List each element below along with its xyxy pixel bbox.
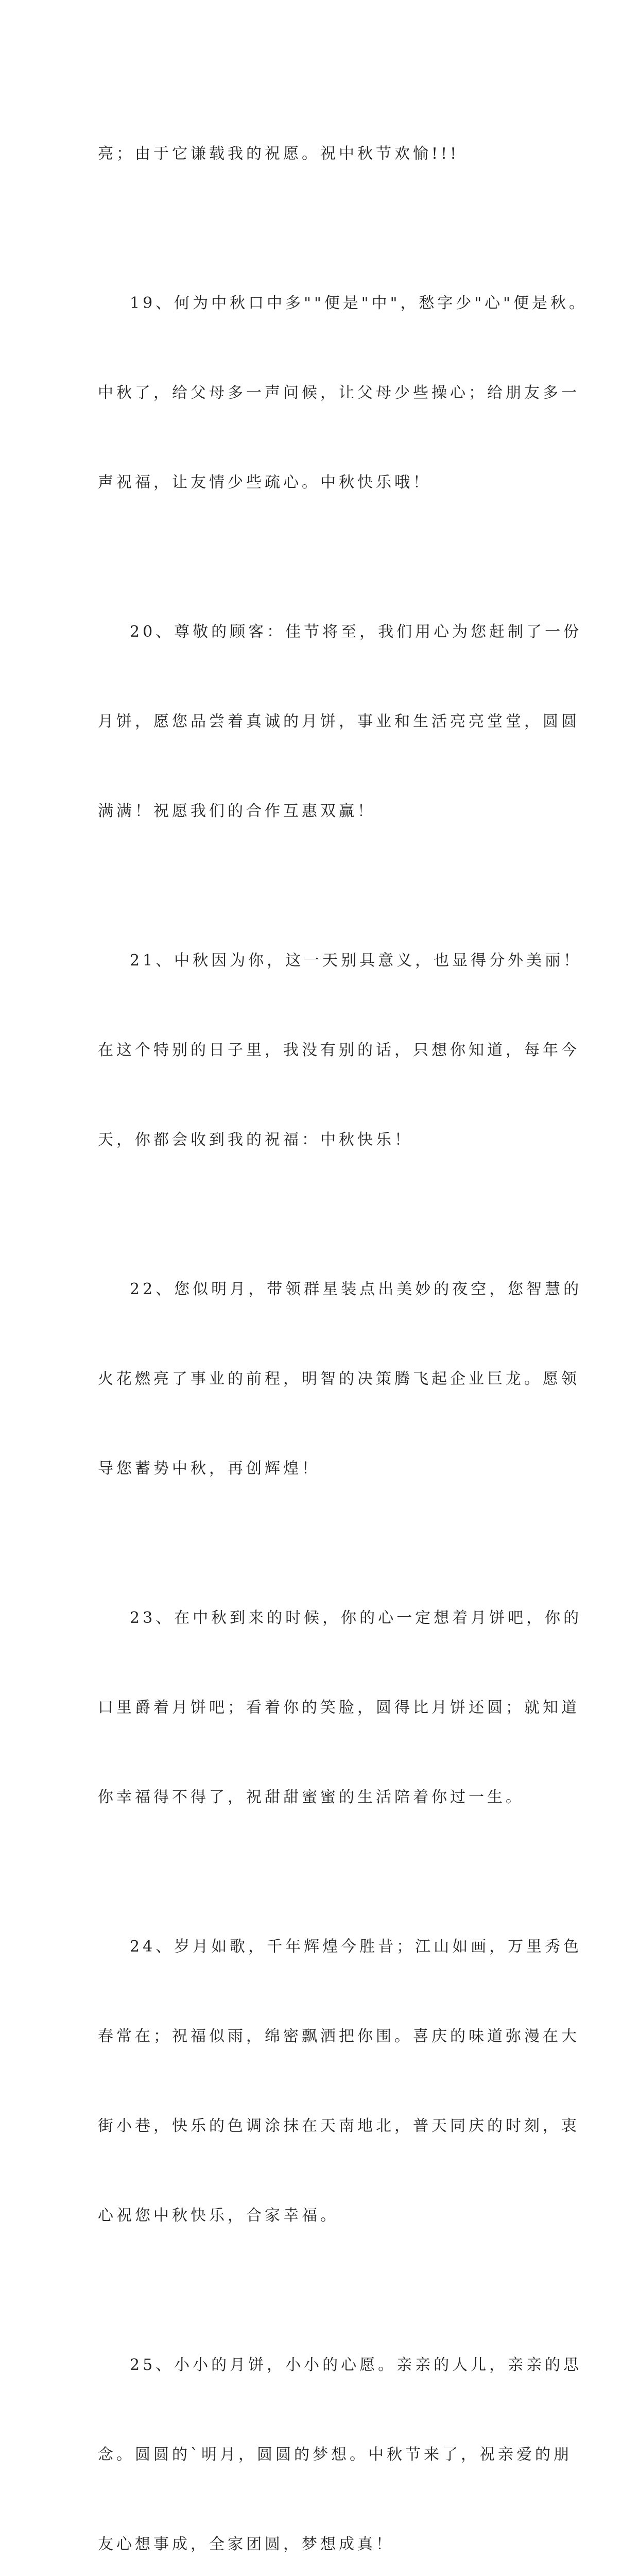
text-line: 亮；由于它谦载我的祝愿。祝中秋节欢愉!!! <box>98 145 460 163</box>
text-line: 心祝您中秋快乐，合家幸福。 <box>98 2207 339 2225</box>
paragraph-21 <box>98 886 582 1215</box>
paragraph-18-ending <box>98 79 551 229</box>
paragraph-19 <box>98 229 588 557</box>
text-line: 月饼，愿您品尝着真诚的月饼，事业和生活亮亮堂堂，圆圆 <box>98 713 580 731</box>
text-line: 在这个特别的日子里，我没有别的话，只想你知道，每年今 <box>98 1041 580 1059</box>
text-line: 声祝福，让友情少些疏心。中秋快乐哦！ <box>98 473 431 492</box>
document-body <box>98 79 588 2576</box>
paragraph-20 <box>98 557 582 886</box>
text-line: 25、小小的月饼，小小的心愿。亲亲的人儿，亲亲的思 <box>130 2356 582 2374</box>
text-line: 21、中秋因为你，这一天别具意义，也显得分外美丽！ <box>130 952 582 970</box>
text-line: 念。圆圆的`明月，圆圆的梦想。中秋节来了，祝亲爱的朋 <box>98 2446 572 2464</box>
text-line: 口里爵着月饼吧；看着你的笑脸，圆得比月饼还圆；就知道 <box>98 1699 580 1717</box>
text-line: 春常在；祝福似雨，绵密飘洒把你围。喜庆的味道弥漫在大 <box>98 2027 580 2045</box>
text-line: 火花燃亮了事业的前程，明智的决策腾飞起企业巨龙。愿领 <box>98 1370 580 1388</box>
paragraph-22 <box>98 1215 582 1544</box>
text-line: 街小巷，快乐的色调涂抹在天南地北，普天同庆的时刻，衷 <box>98 2117 580 2135</box>
paragraph-24 <box>98 1872 582 2291</box>
text-line: 23、在中秋到来的时候，你的心一定想着月饼吧，你的 <box>130 1609 582 1627</box>
text-line: 24、岁月如歌，千年辉煌今胜昔；江山如画，万里秀色 <box>130 1938 582 1956</box>
text-line: 20、尊敬的顾客：佳节将至，我们用心为您赶制了一份 <box>130 623 582 641</box>
text-line: 你幸福得不得了，祝甜甜蜜蜜的生活陪着你过一生。 <box>98 1788 524 1806</box>
text-line: 友心想事成，全家团圆，梦想成真！ <box>98 2535 394 2553</box>
text-line: 19、何为中秋口中多""便是"中"，愁字少"心"便是秋。 <box>130 294 588 312</box>
paragraph-23 <box>98 1544 582 1872</box>
paragraph-25 <box>98 2291 582 2576</box>
text-line: 满满！祝愿我们的合作互惠双赢！ <box>98 802 376 820</box>
text-line: 中秋了，给父母多一声问候，让父母少些操心；给朋友多一 <box>98 384 580 402</box>
text-line: 22、您似明月，带领群星装点出美妙的夜空，您智慧的 <box>130 1280 582 1298</box>
text-line: 导您蓄势中秋，再创辉煌！ <box>98 1460 320 1478</box>
text-line: 天，你都会收到我的祝福：中秋快乐！ <box>98 1131 413 1149</box>
